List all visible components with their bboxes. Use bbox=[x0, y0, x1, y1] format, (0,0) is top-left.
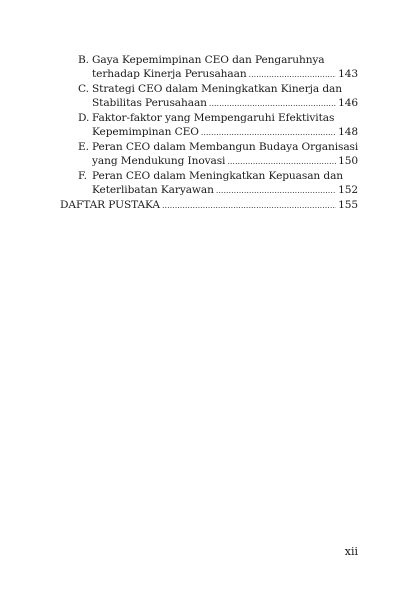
toc-entry-title-line2: yang Mendukung Inovasi bbox=[92, 155, 226, 167]
toc-entry-f bbox=[78, 169, 358, 198]
toc-entry-title-line2: Kepemimpinan CEO bbox=[92, 126, 199, 138]
toc-entry-marker: D. bbox=[78, 112, 90, 124]
toc-entry-page: 143 bbox=[338, 68, 358, 80]
toc-entry-page: 148 bbox=[338, 126, 358, 138]
toc-entry-title-line1: Peran CEO dalam Meningkatkan Kepuasan dan bbox=[92, 170, 344, 182]
toc-entry-leader-row bbox=[92, 67, 358, 82]
toc-entry-marker: F. bbox=[78, 170, 87, 182]
toc-entry-marker: B. bbox=[78, 54, 89, 66]
toc-entry-leader-row bbox=[92, 154, 358, 169]
toc-entry-e bbox=[78, 140, 358, 169]
toc-entry-title-line1: Faktor-faktor yang Mempengaruhi Efektivitas bbox=[92, 112, 335, 124]
toc-entry-d bbox=[78, 111, 358, 140]
page-number: xii bbox=[344, 545, 358, 558]
toc-entry-leader-row bbox=[60, 198, 358, 213]
toc-entry-title-line2: Keterlibatan Karyawan bbox=[92, 184, 214, 196]
toc-entry-leader-row bbox=[92, 183, 358, 198]
toc-entry-leader-row bbox=[92, 96, 358, 111]
bibliography-label: DAFTAR PUSTAKA bbox=[60, 199, 160, 211]
table-of-contents bbox=[60, 53, 358, 213]
toc-entry-title-line1: Gaya Kepemimpinan CEO dan Pengaruhnya bbox=[92, 54, 325, 66]
toc-entry-page: 152 bbox=[338, 184, 358, 196]
toc-entry-title-line1: Peran CEO dalam Membangun Budaya Organisasi bbox=[92, 141, 359, 153]
toc-entry-marker: E. bbox=[78, 141, 89, 153]
toc-entry-b bbox=[78, 53, 358, 82]
dot-leader bbox=[249, 68, 337, 82]
dot-leader bbox=[162, 199, 336, 213]
toc-entry-page: 150 bbox=[338, 155, 358, 167]
bibliography-page: 155 bbox=[338, 199, 358, 211]
toc-entry-title-line2: terhadap Kinerja Perusahaan bbox=[92, 68, 247, 80]
toc-entry-leader-row bbox=[92, 125, 358, 140]
dot-leader bbox=[201, 126, 336, 140]
dot-leader bbox=[209, 97, 336, 111]
toc-entry-title-line2: Stabilitas Perusahaan bbox=[92, 97, 207, 109]
toc-entry-title-line1: Strategi CEO dalam Meningkatkan Kinerja dan bbox=[92, 83, 342, 95]
toc-entry-page: 146 bbox=[338, 97, 358, 109]
toc-entry-marker: C. bbox=[78, 83, 89, 95]
toc-entry-c bbox=[78, 82, 358, 111]
dot-leader bbox=[227, 155, 336, 169]
toc-entry-bibliography bbox=[60, 198, 358, 213]
dot-leader bbox=[216, 184, 336, 198]
